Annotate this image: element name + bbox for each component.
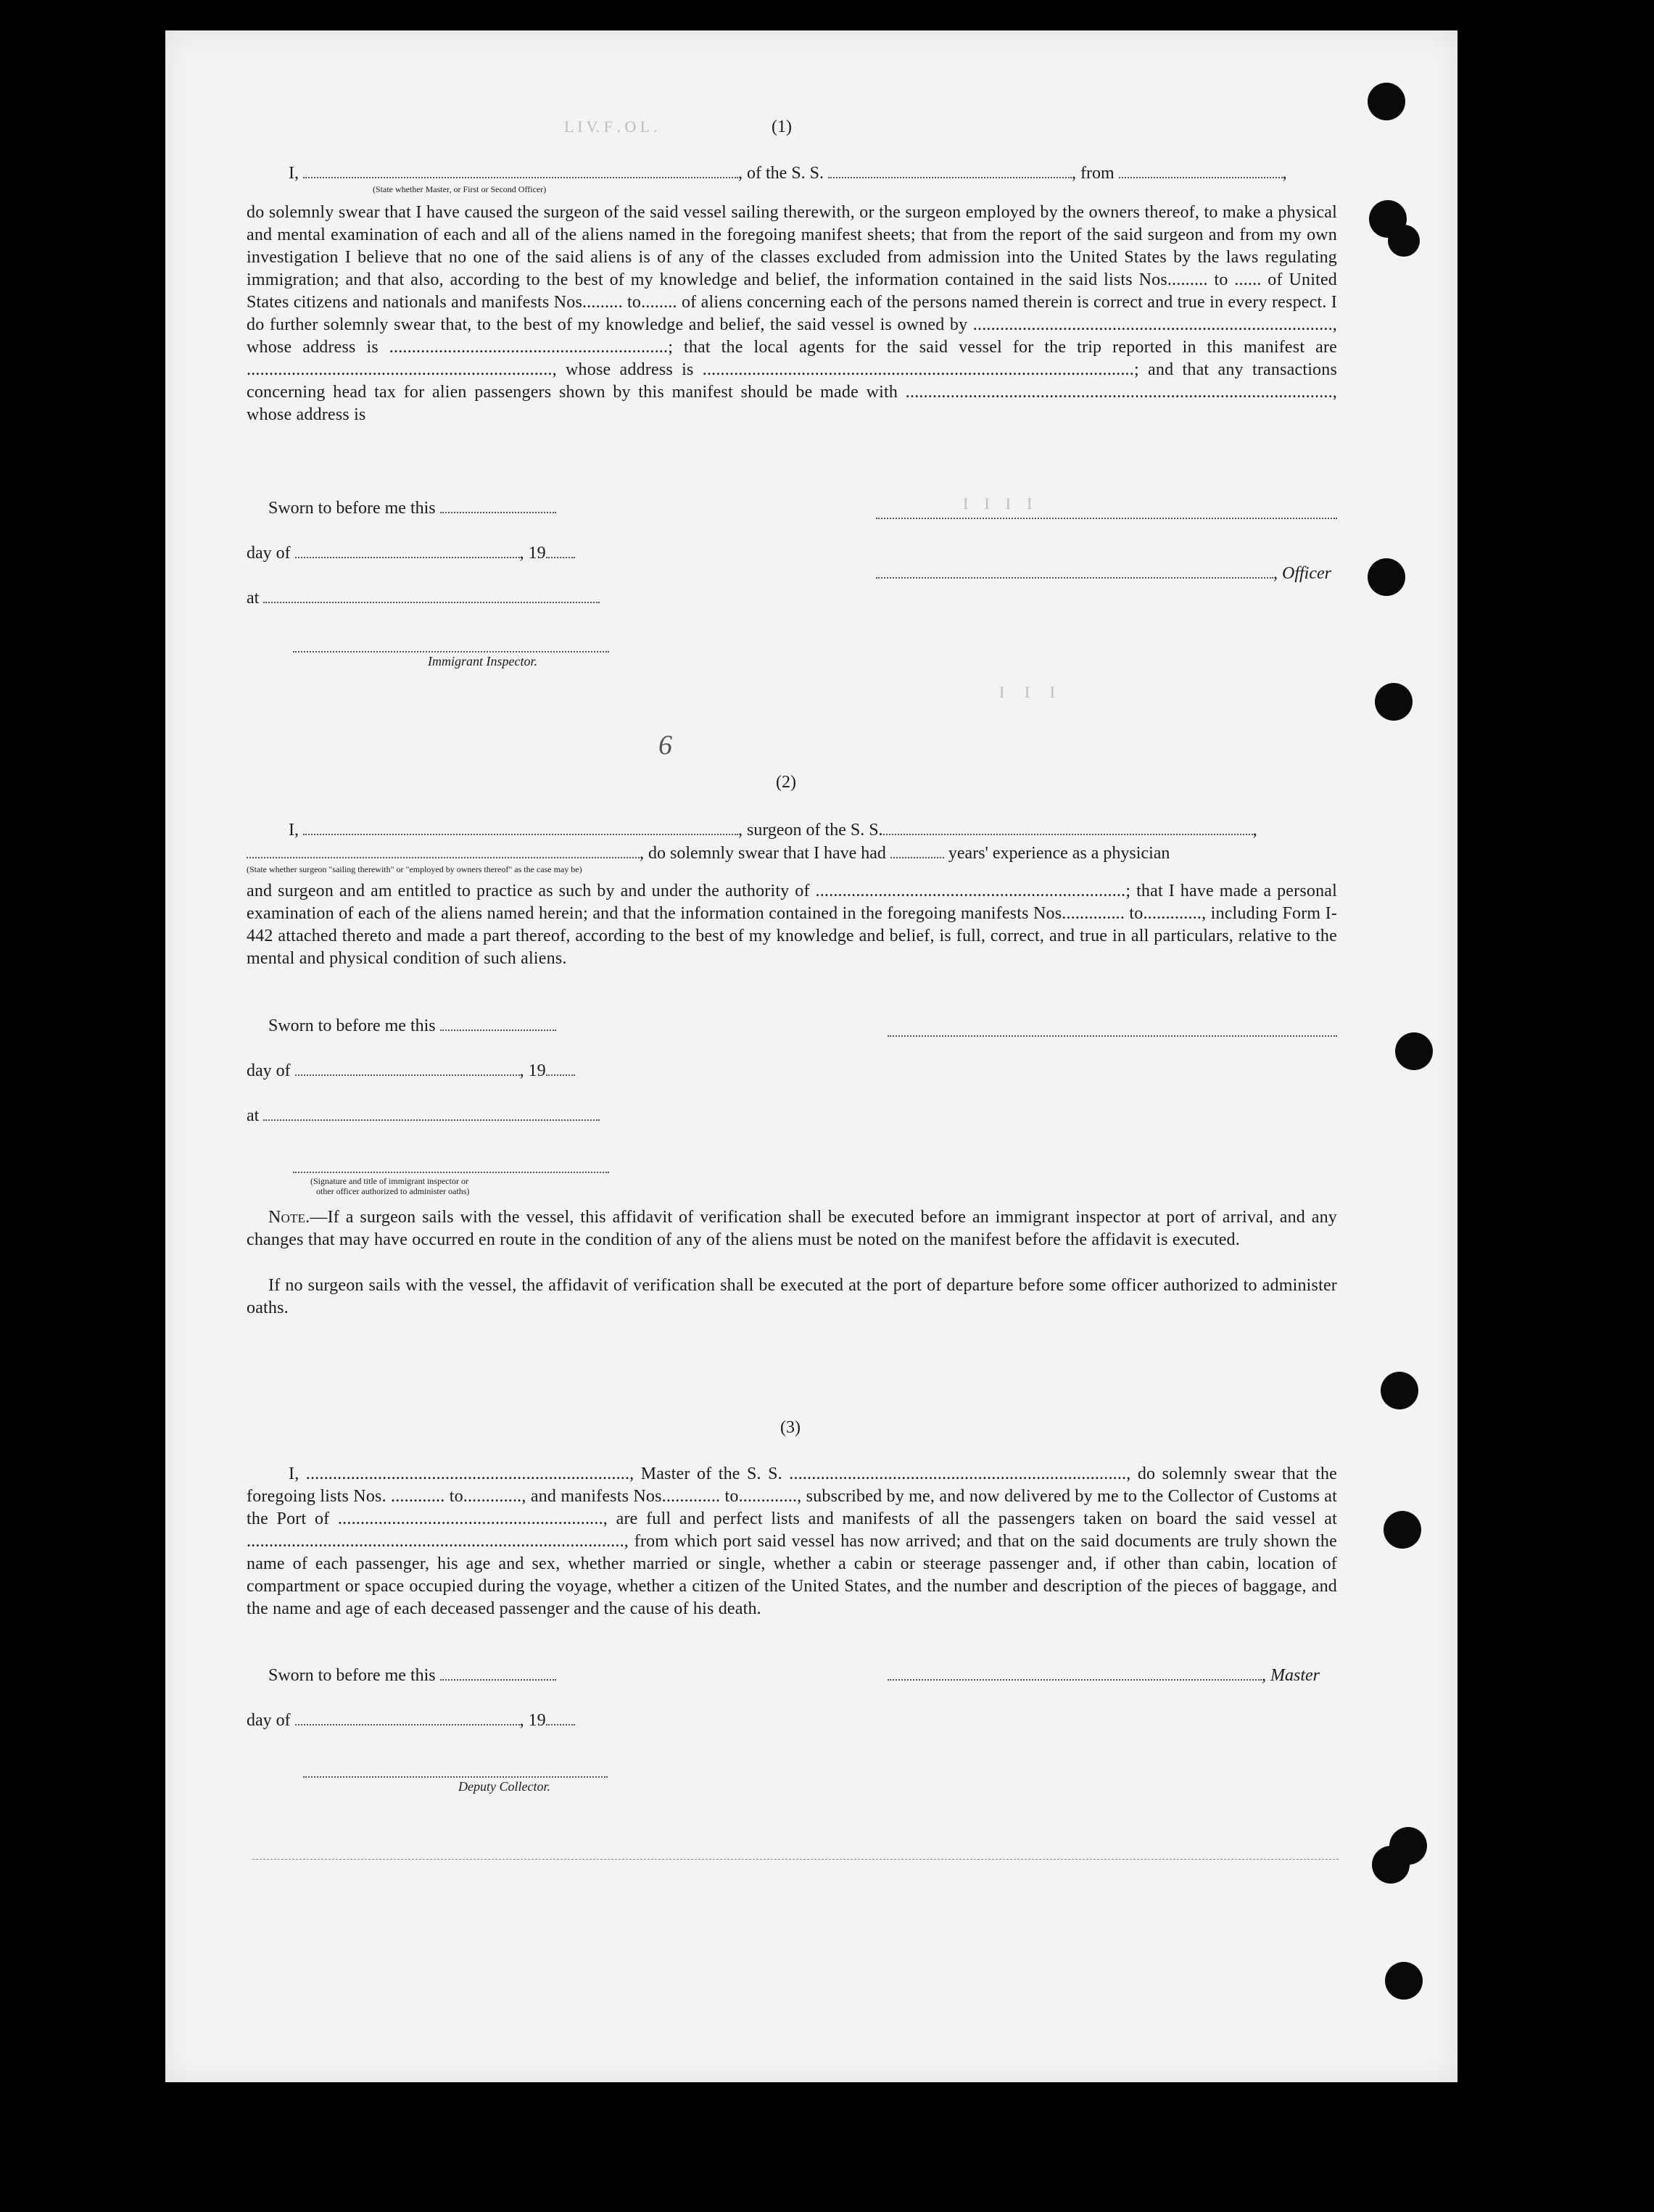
section-2-oath-text: and surgeon and am entitled to practice as such by and under the authority of .....................................................................; that I have made a personal examination of each of the aliens named herein; and that the information contained in the foregoing manifests Nos.............. to............., including Form I-442 attached thereto and made a part thereof, according to the best of my knowledge and belief, is full, correct, and true in all particulars, relative to the mental and physical condition of such aliens. bbox=[247, 882, 1337, 968]
section-3-master bbox=[888, 1666, 1320, 1686]
witness-caption-1: (Signature and title of immigrant inspector or bbox=[310, 1176, 468, 1186]
section-1-year-label: , 19 bbox=[519, 544, 546, 563]
bleed-through-text: I I I I bbox=[963, 494, 1033, 513]
punch-hole bbox=[1385, 1962, 1423, 2000]
section-1-officer bbox=[876, 564, 1331, 584]
section-2-sworn bbox=[268, 1016, 556, 1036]
section-2-line1 bbox=[289, 821, 1257, 840]
section-3-oath-text: I, ........................................................................, Master of the S. S. ..........................................................................., do solemnly swear that the foregoing lists Nos. ............ to............., and manifests Nos............. to............., subscribed by me, and now delivered by me to the Collector of Customs at the Port of ..........................................................., are full and perfect lists and manifests of all the passengers taken on board the said vessel at ...................................................................................., from which port said vessel has now arrived; and that on the said documents are truly shown the name of each passenger, his age and sex, whether married or single, whether a cabin or steerage passenger and, if other than cabin, location of compartment or space occupied during the voyage, whether a citizen of the United States, and the number and description of the pieces of baggage, and the name and age of each deceased passenger and the cause of his death. bbox=[247, 1465, 1337, 1618]
note-text: —If a surgeon sails with the vessel, this affidavit of verification shall be executed before an immigrant inspector at port of arrival, and any changes that may have occurred en route in the condition of any of the aliens must be noted on the manifest before the affidavit is executed. bbox=[247, 1208, 1337, 1249]
section-2-number: (2) bbox=[776, 773, 796, 792]
section-1-officer-label: , Officer bbox=[1273, 564, 1331, 583]
witness-signature-line bbox=[293, 1172, 609, 1173]
section-1-at-label: at bbox=[247, 589, 260, 608]
section-2-ship-label: , surgeon of the S. S. bbox=[738, 821, 883, 840]
officer-signature-line bbox=[876, 518, 1337, 519]
section-1-ship-label: , of the S. S. bbox=[738, 164, 824, 183]
punch-hole bbox=[1372, 1846, 1410, 1884]
section-3-deputy: Deputy Collector. bbox=[458, 1779, 550, 1794]
section-1-pronoun: I, bbox=[289, 164, 299, 183]
section-2-comma: , bbox=[1252, 821, 1257, 840]
section-3-sworn-label: Sworn to before me this bbox=[268, 1666, 436, 1685]
section-1-day-of-label: day of bbox=[247, 544, 291, 563]
section-1-comma: , bbox=[1282, 164, 1287, 183]
note-label: Note. bbox=[268, 1208, 310, 1227]
section-2-day-of bbox=[247, 1061, 575, 1081]
section-2-swear-label: , do solemnly swear that I have had bbox=[640, 844, 886, 863]
witness-caption-2: other officer authorized to administer oaths) bbox=[316, 1186, 470, 1196]
section-2-pronoun: I, bbox=[289, 821, 299, 840]
section-2-at-label: at bbox=[247, 1106, 260, 1125]
manifest-page bbox=[165, 30, 1457, 2082]
inspector-signature-line bbox=[293, 651, 609, 653]
section-3-year-label: , 19 bbox=[519, 1711, 546, 1730]
section-2-day-of-label: day of bbox=[247, 1061, 291, 1080]
punch-hole bbox=[1381, 1372, 1418, 1409]
section-1-at bbox=[247, 589, 600, 608]
section-1-number: (1) bbox=[772, 117, 792, 136]
punch-hole bbox=[1388, 225, 1420, 257]
section-2-at bbox=[247, 1106, 600, 1126]
note-2-text: If no surgeon sails with the vessel, the affidavit of verification shall be executed at the port of departure before some officer authorized to administer oaths. bbox=[247, 1276, 1337, 1317]
section-3-number: (3) bbox=[780, 1418, 801, 1437]
section-1-from-label: , from bbox=[1072, 164, 1115, 183]
punch-hole bbox=[1395, 1032, 1433, 1070]
punch-hole bbox=[1375, 683, 1413, 721]
collector-signature-line bbox=[303, 1776, 608, 1778]
bottom-rule bbox=[252, 1859, 1339, 1860]
section-2-sworn-label: Sworn to before me this bbox=[268, 1016, 436, 1035]
section-1-line1 bbox=[289, 164, 1287, 183]
section-2-caption: (State whether surgeon "sailing therewith" or "employed by owners thereof" as the case may be) bbox=[247, 864, 582, 874]
section-2-note bbox=[247, 1206, 1337, 1251]
punch-hole bbox=[1368, 558, 1405, 596]
bleed-through-text: L I V. F . O L . bbox=[564, 117, 658, 136]
bleed-through-text: I I I bbox=[999, 683, 1055, 701]
section-1-oath-text: do solemnly swear that I have caused the surgeon of the said vessel sailing therewith, or the surgeon employed by the owners thereof, to make a physical and mental examination of each and all of the aliens named in the foregoing manifest sheets; that from the report of the said surgeon and from my own investigation I believe that no one of the said aliens is of any of the classes excluded from admission into the United States by the laws regulating immigration; and that also, according to the best of my knowledge and belief, the information contained in the said lists Nos......... to ...... of United States citizens and nationals and manifests Nos......... to........ of aliens concerning each of the persons named therein is correct and true in every respect. I do further solemnly swear that, to the best of my knowledge and belief, the said vessel is owned by ................................................................................, whose address is ..............................................................; that the local agents for the said vessel for the trip reported in this manifest are ...................................................................., whose address is ................................................................................................; and that any transactions concerning head tax for alien passengers shown by this manifest should be made with ..............................................................................................., whose address is bbox=[247, 203, 1337, 424]
section-2-line2 bbox=[247, 844, 1170, 863]
section-1-sworn-label: Sworn to before me this bbox=[268, 499, 436, 518]
section-2-experience-label: years' experience as a physician bbox=[948, 844, 1170, 863]
section-1-day-of bbox=[247, 544, 575, 563]
section-3-day-of-label: day of bbox=[247, 1711, 291, 1730]
section-3-day-of bbox=[247, 1711, 575, 1731]
punch-hole bbox=[1384, 1511, 1421, 1549]
section-3-sworn bbox=[268, 1666, 556, 1686]
section-1-caption: (State whether Master, or First or Second Officer) bbox=[373, 184, 547, 194]
punch-hole bbox=[1368, 83, 1405, 120]
section-2-year-label: , 19 bbox=[519, 1061, 546, 1080]
surgeon-signature-line bbox=[888, 1035, 1337, 1037]
section-3-master-label: , Master bbox=[1262, 1666, 1320, 1685]
section-2-note-2 bbox=[247, 1275, 1337, 1320]
section-1-inspector: Immigrant Inspector. bbox=[428, 654, 537, 668]
handwritten-mark: 6 bbox=[658, 730, 672, 761]
section-1-sworn bbox=[268, 499, 556, 518]
